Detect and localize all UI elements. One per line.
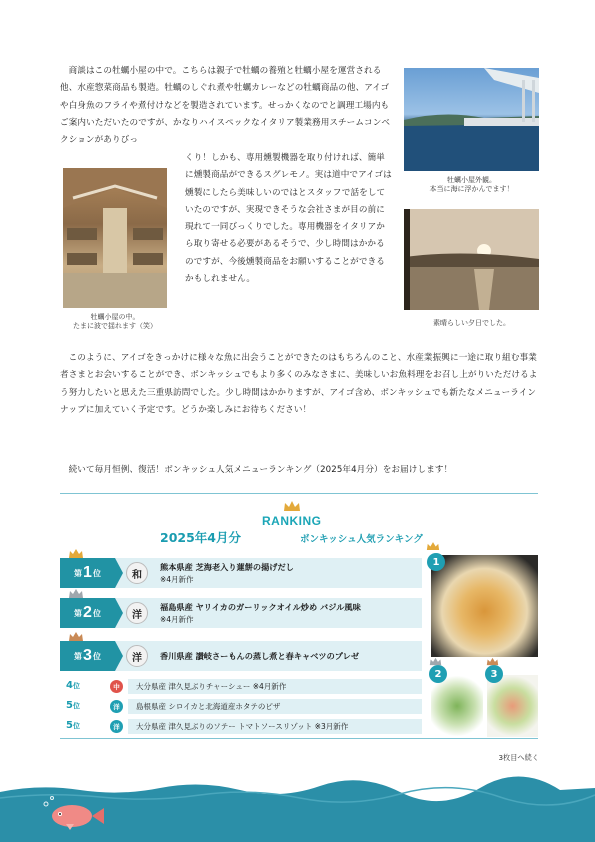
silver-crown-icon [429,657,442,666]
rank-number: 2 [83,604,92,621]
ranking-title: 2025年4月分 [160,530,241,545]
photo-number-badge: 3 [485,665,503,683]
rank-number: 5 [66,720,73,731]
rank-suffix: 位 [92,568,101,578]
paragraph-3: 続いて毎月恒例、復活！ボンキッシュ人気メニューランキング（2025年4月分）をお届けします！ [68,465,453,475]
section-divider [60,738,538,739]
caption-line: 牡蠣小屋の中。 [90,313,140,321]
menu-name: 香川県産 讃岐さーもんの蒸し煮と春キャベツのプレゼ [160,651,360,661]
caption-line: 本当に海に浮かんでます！ [429,185,514,193]
gold-crown-icon [426,541,440,551]
rank-suffix: 位 [92,608,101,618]
rank-number: 5 [66,700,73,711]
rank-2-dish-photo [431,675,483,737]
ranking-row-1 [60,558,422,588]
bronze-crown-icon [68,631,84,642]
rank-number: 3 [83,647,92,664]
rank-prefix: 第 [74,568,83,578]
cuisine-badge: 洋 [126,602,148,624]
continued-note: 3枚目へ続く [498,753,539,762]
photo-number-badge: 2 [429,665,447,683]
caption-line: たまに波で揺れます（笑） [73,322,157,330]
bronze-crown-icon [486,657,499,666]
interior-photo-caption [60,313,170,331]
rank-prefix: 第 [74,651,83,661]
cuisine-badge: 中 [110,680,123,693]
rank-3-dish-photo [487,675,538,737]
menu-name: 熊本県産 芝海老入り蓮餅の揚げだし [160,562,294,572]
crown-icon [283,500,301,512]
rank-box [60,641,115,671]
menu-note: ※4月新作 [160,615,194,624]
rank-number: 1 [83,564,92,581]
oyster-hut-interior-photo [63,168,167,308]
menu-name: 大分県産 津久見ぶりチャーシュー ※4月新作 [128,679,422,694]
ranking-row-2 [60,598,422,628]
menu-name: 大分県産 津久見ぶりのソテー トマトソースリゾット ※3月新作 [128,719,422,734]
caption-line: 牡蠣小屋外観。 [447,176,496,184]
cuisine-badge: 洋 [110,700,123,713]
rank-label [66,680,80,691]
oyster-hut-exterior-photo [404,68,539,171]
paragraph-2: このように、アイゴをきっかけに様々な魚に出会うことができたのはもちろんのこと、水産業振興に一途に取り組む事業者さまとお会いすることができ、ボンキッシュでもより多くのみなさまに、美味しいお魚料理をお召し上がりいただけるよう努力したいと思えた三重県訪問でした。少し時間はかかりますが、アイゴ含め、ボンキッシュでも新たなメニューラインナップに加えていく予定です。どうか楽しみにお待ちください！ [60,353,538,415]
footer-wave [0,770,595,842]
rank-prefix: 第 [74,608,83,618]
rank-number: 4 [66,680,73,691]
ranking-label: RANKING [262,514,322,528]
exterior-photo-caption [404,176,539,194]
ranking-row-5a [60,698,422,715]
rank-label [66,720,80,731]
silver-crown-icon [68,588,84,599]
rank-label [66,700,80,711]
rank-suffix: 位 [72,682,80,690]
menu-note: ※4月新作 [160,575,194,584]
rank-1-dish-photo [431,555,538,657]
rank-box [60,598,115,628]
ranking-row-3 [60,641,422,671]
rank-box [60,558,115,588]
cuisine-badge: 洋 [126,645,148,667]
photo-number-badge: 1 [427,553,445,571]
cuisine-badge: 和 [126,562,148,584]
rank-suffix: 位 [92,651,101,661]
paragraph-1-part-a: 商談はこの牡蠣小屋の中で。こちらは親子で牡蠣の養殖と牡蠣小屋を運営される他、水産惣菜商品も製造。牡蠣のしぐれ煮や牡蠣カレーなどの牡蠣商品の他、アイゴや白身魚のフライや煮付けなどを製造されています。せっかくなのでと調理工場内もご案内いただいたのですが、かなりハイスペックなイタリア製業務用スチームコンベクションがありびっ [60,66,391,146]
cuisine-badge: 洋 [110,720,123,733]
ranking-row-4 [60,678,422,695]
section-divider [60,493,538,494]
paragraph-1-part-b: くり！しかも、専用燻製機器を取り付ければ、簡単に燻製商品ができるスグレモノ。実は道中でアイゴは燻製にしたら美味しいのではとスタッフで話をしていたのですが、実現できそうな会社さまが目の前に現れて一同びっくりでした。専用機器をイタリアから取り寄せる必要があるそうで、少し時間はかかるのですが、今後燻製商品をお願いすることができるかもしれません。 [185,153,392,285]
gold-crown-icon [68,548,84,559]
rank-suffix: 位 [72,722,80,730]
ranking-row-5b [60,718,422,735]
sunset-photo-caption: 素晴らしい夕日でした。 [433,319,510,327]
menu-name: 福島県産 ヤリイカのガーリックオイル炒め バジル風味 [160,602,361,612]
rank-suffix: 位 [72,702,80,710]
ranking-subtitle: ボンキッシュ人気ランキング [300,534,423,545]
sunset-photo [404,209,539,310]
menu-name: 島根県産 シロイカと北海道産ホタテのピザ [128,699,422,714]
